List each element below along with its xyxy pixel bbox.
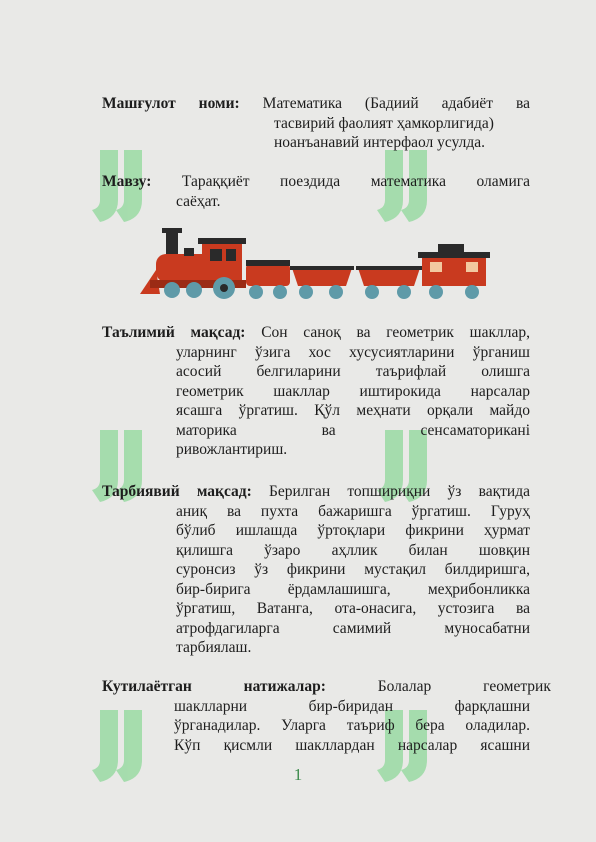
educational-goal-line: ясашга ўргатиш. Қўл меҳнати орқали майдо — [176, 402, 530, 419]
lesson-name-line: Математика (Бадиий адабиёт ва — [262, 95, 531, 112]
upbringing-goal-line: қилишга ўзаро аҳллик билан шовқин — [176, 541, 530, 559]
educational-goal-line: маторика ва сенсаматориканi — [176, 421, 530, 439]
educational-goal-line: ривожлантириш. — [176, 441, 288, 458]
upbringing-goal-line: аниқ ва пухта бажаришга ўргатиш. Гуруҳ — [176, 502, 530, 520]
lesson-name-label: Машғулот номи: — [102, 95, 240, 112]
upbringing-goal-line: атрофдагиларга самимий муносабатни — [176, 619, 530, 637]
lesson-name-line: тасвирий фаолият ҳамкорлигида) — [274, 114, 494, 132]
topic-block — [102, 172, 530, 211]
lesson-name-block — [102, 94, 530, 153]
upbringing-goal-line: тарбиялаш. — [176, 639, 252, 656]
upbringing-goal-line: бўлиб ишлашда ўртоқлари фикрини ҳурмат — [176, 522, 530, 539]
expected-results-block — [102, 677, 551, 755]
educational-goal-line: геометрик шакллар иштирокида нарсалар — [176, 382, 530, 400]
expected-results-line: Кўп қисмли шакллардан нарсалар ясашни — [174, 736, 530, 754]
lesson-name-line: ноанъанавий интерфаол усулда. — [274, 134, 486, 151]
educational-goal-label: Таълимий мақсад: — [102, 324, 246, 341]
educational-goal-block — [102, 323, 530, 460]
upbringing-goal-line: бир-бирига ёрдамлашишга, меҳрибонликка — [176, 580, 530, 598]
educational-goal-line: уларнинг ўзига хос хусусиятларини ўрганиш — [176, 343, 530, 361]
expected-results-line: шаклларни бир-биридан фарқлашни — [174, 697, 530, 715]
upbringing-goal-line: Берилган топшириқни ўз вақтида — [269, 483, 530, 500]
expected-results-label: Кутилаётган натижалар: — [102, 678, 326, 695]
educational-goal-line: Сон саноқ ва геометрик шакллар, — [261, 324, 530, 341]
topic-label: Мавзу: — [102, 173, 152, 190]
upbringing-goal-line: суронсиз ўз фикрини мустақил билдиришга, — [176, 561, 530, 578]
toy-train-icon — [138, 224, 494, 306]
upbringing-goal-label: Тарбиявий мақсад: — [102, 483, 252, 500]
topic-line: Тараққиёт поездида математика оламига — [181, 173, 530, 190]
expected-results-line: Болалар геометрик — [377, 678, 551, 695]
educational-goal-line: асосий белгиларини таърифлай олишга — [176, 363, 530, 380]
topic-line: саёҳат. — [176, 192, 221, 210]
upbringing-goal-block — [102, 482, 530, 658]
page-number: 1 — [293, 765, 303, 784]
expected-results-line: ўрганадилар. Уларга таъриф бера оладилар. — [174, 717, 530, 734]
upbringing-goal-line: ўргатиш, Ватанга, ота-онасига, устозига ва — [176, 600, 530, 617]
